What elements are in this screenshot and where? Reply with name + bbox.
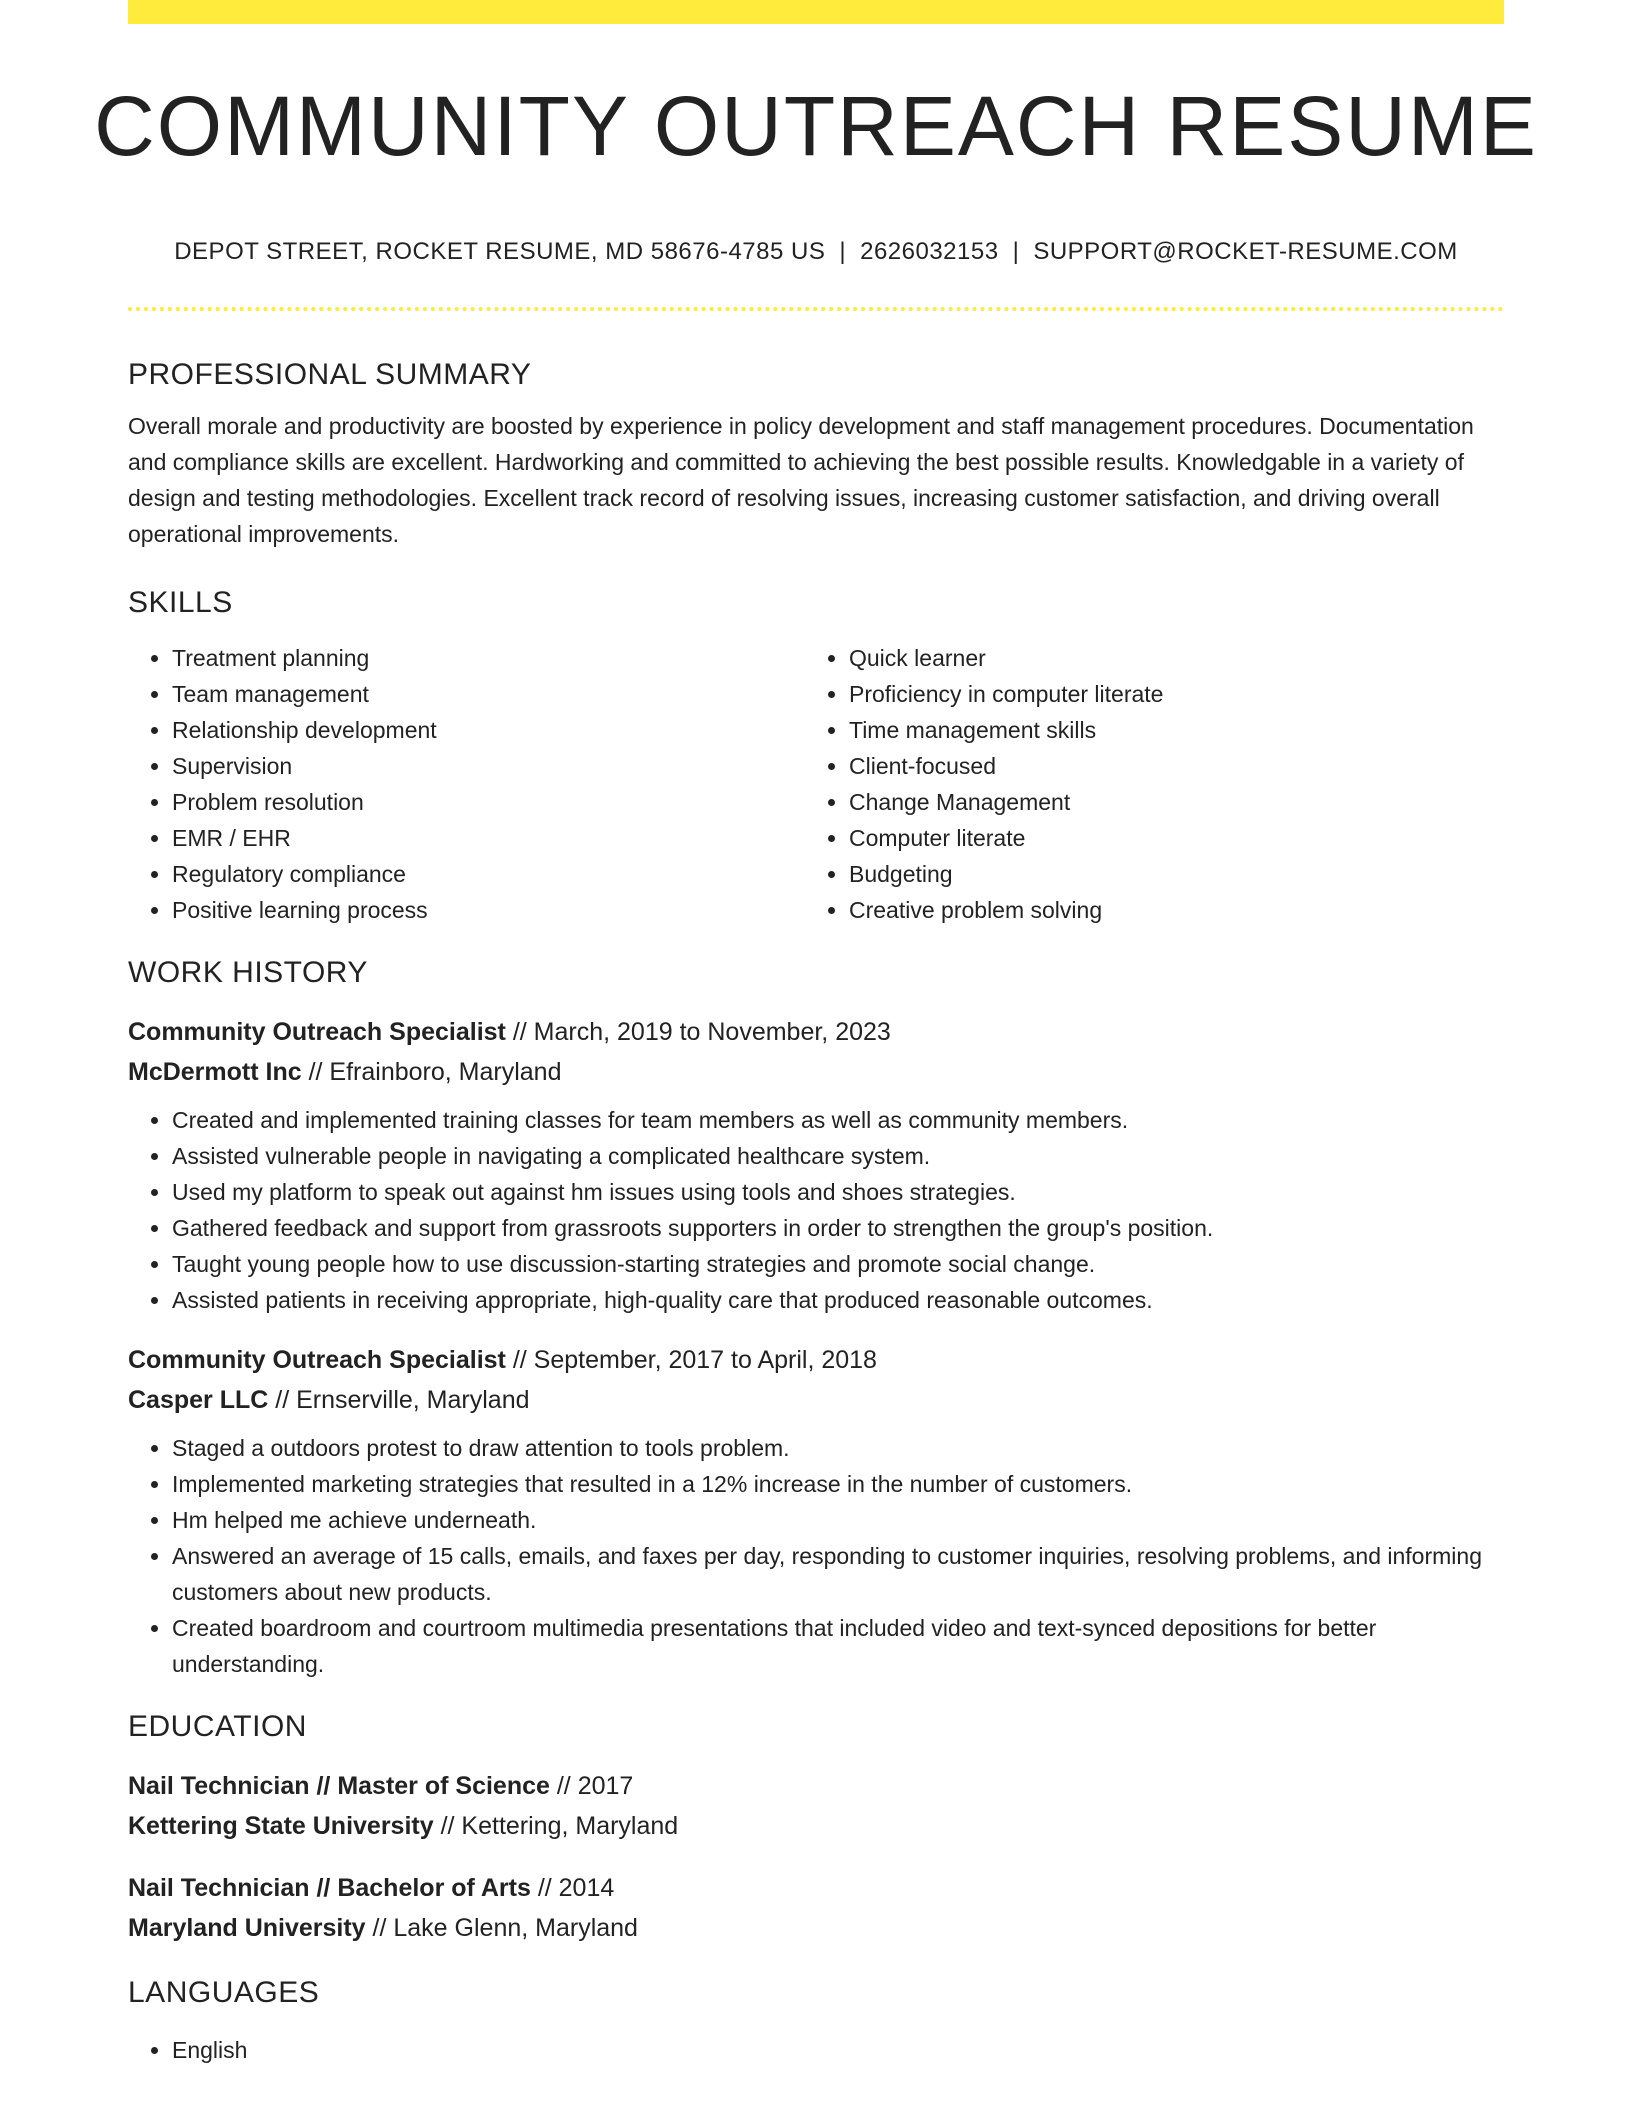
job-bullet: • Answered an average of 15 calls, emails, and faxes per day, responding to customer inquiries, resolving problems, and informing customers about new products. xyxy=(172,1538,1504,1610)
skill-item: • Time management skills xyxy=(849,712,1482,748)
school-line xyxy=(128,1908,1504,1948)
skill-item: • Treatment planning xyxy=(172,640,805,676)
degree: Nail Technician // Master of Science xyxy=(128,1772,550,1800)
degree-line xyxy=(128,1868,1504,1908)
job-title-line xyxy=(128,1340,1504,1380)
skills-list-left xyxy=(128,640,805,928)
work-history-heading: WORK HISTORY xyxy=(128,956,368,989)
skill-item: • Change Management xyxy=(849,784,1482,820)
job-title: Community Outreach Specialist xyxy=(128,1346,506,1374)
job-company-line xyxy=(128,1380,1504,1420)
accent-bar xyxy=(128,0,1504,24)
job-dates: // March, 2019 to November, 2023 xyxy=(505,1018,891,1046)
resume-title: COMMUNITY OUTREACH RESUME xyxy=(94,79,1538,173)
job-bullet: • Created boardroom and courtroom multimedia presentations that included video and text-synced depositions for better understanding. xyxy=(172,1610,1504,1682)
job-location: // Efrainboro, Maryland xyxy=(301,1058,562,1086)
skill-item: • Computer literate xyxy=(849,820,1482,856)
skill-item: • Creative problem solving xyxy=(849,892,1482,928)
job-bullet: • Assisted vulnerable people in navigating a complicated healthcare system. xyxy=(172,1138,1504,1174)
email: SUPPORT@ROCKET-RESUME.COM xyxy=(1033,238,1458,265)
summary-text: Overall morale and productivity are boosted by experience in policy development and staff management procedures. Documentation and compliance skills are excellent. Hardworking and committed to achieving the best possible results. Knowledgable in a variety of design and testing methodologies. Excellent track record of resolving issues, increasing customer satisfaction, and driving overall operational improvements. xyxy=(128,413,1474,547)
job-bullet: • Assisted patients in receiving appropriate, high-quality care that produced reasonable outcomes. xyxy=(172,1282,1504,1318)
skill-item: • Budgeting xyxy=(849,856,1482,892)
skill-item: • Positive learning process xyxy=(172,892,805,928)
skill-item: • Relationship development xyxy=(172,712,805,748)
skill-item: • Team management xyxy=(172,676,805,712)
contact-separator: | xyxy=(839,238,847,265)
job-entry xyxy=(128,1340,1504,1682)
job-bullet: • Taught young people how to use discussion-starting strategies and promote social change. xyxy=(172,1246,1504,1282)
skill-item: • Proficiency in computer literate xyxy=(849,676,1482,712)
languages-list xyxy=(128,2032,1504,2068)
languages-heading: LANGUAGES xyxy=(128,1976,320,2009)
job-bullets xyxy=(128,1102,1504,1318)
school-location: // Kettering, Maryland xyxy=(433,1812,679,1840)
job-bullet: • Staged a outdoors protest to draw attention to tools problem. xyxy=(172,1430,1504,1466)
resume-content xyxy=(128,350,1504,2068)
skills-list-right xyxy=(805,640,1482,928)
job-bullets xyxy=(128,1430,1504,1682)
education-entry xyxy=(128,1766,1504,1846)
job-entry xyxy=(128,1012,1504,1318)
education-entry xyxy=(128,1868,1504,1948)
job-bullet: • Created and implemented training classes for team members as well as community members. xyxy=(172,1102,1504,1138)
skills-heading: SKILLS xyxy=(128,586,233,619)
skill-item: • Regulatory compliance xyxy=(172,856,805,892)
job-bullet: • Gathered feedback and support from grassroots supporters in order to strengthen the group's position. xyxy=(172,1210,1504,1246)
summary-heading: PROFESSIONAL SUMMARY xyxy=(128,358,532,391)
dotted-divider xyxy=(128,307,1504,311)
skill-item: • Client-focused xyxy=(849,748,1482,784)
school: Maryland University xyxy=(128,1914,366,1942)
skill-item: • Supervision xyxy=(172,748,805,784)
contact-separator: | xyxy=(1012,238,1020,265)
job-company-line xyxy=(128,1052,1504,1092)
degree: Nail Technician // Bachelor of Arts xyxy=(128,1874,531,1902)
degree-line xyxy=(128,1766,1504,1806)
job-bullet: • Hm helped me achieve underneath. xyxy=(172,1502,1504,1538)
school: Kettering State University xyxy=(128,1812,434,1840)
skill-item: • EMR / EHR xyxy=(172,820,805,856)
degree-year: // 2017 xyxy=(549,1772,634,1800)
job-title-line xyxy=(128,1012,1504,1052)
phone: 2626032153 xyxy=(860,238,999,265)
job-bullet: • Implemented marketing strategies that resulted in a 12% increase in the number of customers. xyxy=(172,1466,1504,1502)
degree-year: // 2014 xyxy=(530,1874,615,1902)
job-company: McDermott Inc xyxy=(128,1058,302,1086)
school-line xyxy=(128,1806,1504,1846)
job-dates: // September, 2017 to April, 2018 xyxy=(505,1346,877,1374)
skill-item: • Problem resolution xyxy=(172,784,805,820)
education-heading: EDUCATION xyxy=(128,1710,307,1743)
job-bullet: • Used my platform to speak out against hm issues using tools and shoes strategies. xyxy=(172,1174,1504,1210)
language-item: • English xyxy=(172,2032,1504,2068)
school-location: // Lake Glenn, Maryland xyxy=(365,1914,638,1942)
contact-line xyxy=(0,238,1632,266)
job-company: Casper LLC xyxy=(128,1386,269,1414)
job-location: // Ernserville, Maryland xyxy=(268,1386,530,1414)
skills-columns xyxy=(128,640,1504,928)
address: DEPOT STREET, ROCKET RESUME, MD 58676-4785 US xyxy=(174,238,826,265)
job-title: Community Outreach Specialist xyxy=(128,1018,506,1046)
skill-item: • Quick learner xyxy=(849,640,1482,676)
